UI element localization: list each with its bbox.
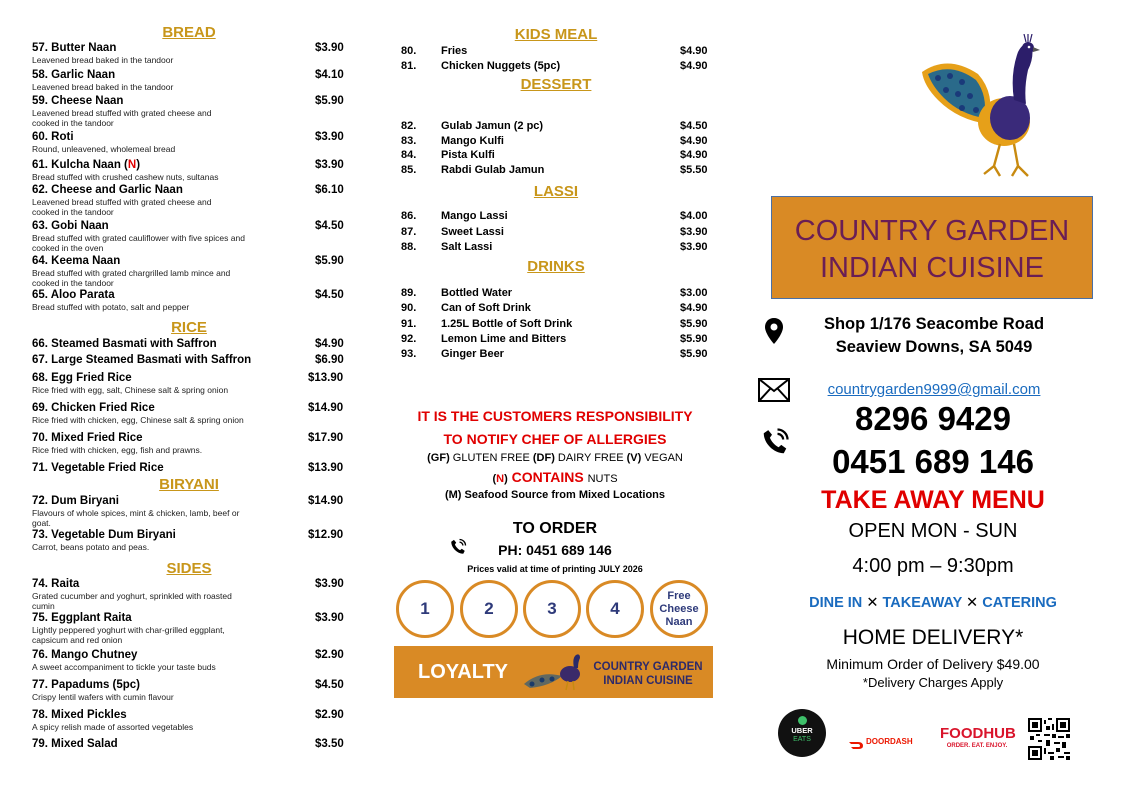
loyalty-banner [394,646,713,698]
menu-item-name: Sweet Lassi [441,225,504,238]
menu-item-description: Round, unleavened, wholemeal bread [32,144,176,154]
dessert-heading: DESSERT [520,76,592,93]
menu-item [32,402,346,414]
menu-item [32,131,346,143]
foodhub-tagline: ORDER. EAT. ENJOY. [946,743,1008,749]
menu-item-price: $3.00 [680,287,708,299]
menu-item-name: 79. Mixed Salad [32,738,118,750]
diet-legend [380,452,730,464]
menu-item-name: 77. Papadums (5pc) [32,679,141,691]
gf-text: GLUTEN FREE [449,452,533,464]
menu-item-description: cooked in the tandoor [32,117,114,128]
menu-item-price: $14.90 [308,402,344,414]
menu-item [32,159,346,171]
menu-item-name: Chicken Nuggets (5pc) [441,60,561,72]
menu-item-name: Lemon Lime and Bitters [441,332,567,345]
nuts-marker: N [127,159,137,171]
df-text: DAIRY FREE [554,452,627,464]
loyalty-peacock-icon [522,650,592,699]
menu-item-description: capsicum and red onion [32,634,123,645]
loyalty-stamp-4: 4 [586,580,644,638]
menu-item-price: $4.90 [680,60,708,72]
menu-item-description: Leavened bread baked in the tandoor [32,82,174,92]
menu-item-num: 82. [401,120,417,132]
menu-item-name: Gulab Jamun (2 pc) [441,120,544,132]
kids-heading: KIDS MEAL [514,26,598,43]
menu-item [32,709,346,721]
menu-item-price: $6.90 [315,354,344,366]
menu-item-price: $13.90 [308,372,344,384]
nuts-paren-open: ( [492,473,497,485]
menu-item [32,372,346,384]
menu-item-description: cumin [32,600,55,611]
menu-item-description: Leavened bread baked in the tandoor [32,55,174,65]
restaurant-name-banner [771,196,1093,299]
doordash-label: DOORDASH [866,737,913,746]
menu-item-price: $3.90 [315,612,344,624]
menu-item-name: 60. Roti [32,131,74,143]
order-phone: PH: 0451 689 146 [498,542,612,558]
menu-item-num: 89. [401,287,417,299]
dine-in-label: DINE IN [809,595,863,611]
menu-item-name: 75. Eggplant Raita [32,612,132,624]
lassi-heading: LASSI [533,183,579,200]
menu-item [32,649,346,661]
loyalty-label: LOYALTY [418,661,509,683]
menu-item-price: $5.90 [680,317,708,330]
loyalty-brand-line2: INDIAN CUISINE [603,675,693,687]
menu-item [32,289,346,301]
menu-item-name: 76. Mango Chutney [32,649,138,661]
menu-item [32,529,346,541]
menu-item-price: $3.90 [680,241,708,253]
menu-item-price: $3.90 [680,225,708,238]
drinks-heading: DRINKS [527,258,585,275]
nuts-text: NUTS [587,473,618,485]
menu-item-price: $4.90 [680,149,708,162]
menu-item-name: 65. Aloo Parata [32,289,115,301]
menu-item-price: $3.50 [315,738,344,750]
service-options [780,595,1086,611]
menu-item-name: 74. Raita [32,578,80,590]
menu-item [32,495,346,507]
cutlery-icon: ✕ [966,595,979,611]
menu-item [32,738,346,750]
free-label: Free [667,589,691,602]
menu-item [32,42,346,54]
menu-item-num: 92. [401,332,417,345]
menu-item-description: goat. [32,517,51,528]
menu-item-name: 61. Kulcha Naan ( [32,159,128,171]
menu-item-price: $2.90 [315,709,344,721]
nuts-legend [380,469,730,485]
doordash-icon [848,740,864,750]
menu-item [32,354,346,366]
rice-heading: RICE [171,319,207,336]
address-line2: Seaview Downs, SA 5049 [835,338,1033,356]
menu-item-num: 85. [401,164,417,177]
menu-item-description: Bread stuffed with potato, salt and pepper [32,302,190,312]
menu-item-name: 73. Vegetable Dum Biryani [32,529,176,541]
naan-label: Naan [665,615,693,628]
uber-eats-dot-icon [798,716,807,725]
menu-item [32,432,346,444]
menu-item-description: Flavours of whole spices, mint & chicken, lamb, beef or [32,508,240,518]
menu-item-price: $2.90 [315,649,344,661]
menu-item-description: Crispy lentil wafers with cumin flavour [32,692,174,702]
nuts-code: N [496,473,505,485]
phone-landline[interactable]: 8296 9429 [855,400,1011,437]
menu-item-name: Fries [441,45,468,57]
doordash-logo [848,737,913,755]
menu-item-price: $4.50 [315,679,344,691]
foodhub-label: FOODHUB [940,725,1016,742]
menu-item-description: cooked in the tandoor [32,277,114,288]
qr-code[interactable] [1028,718,1070,765]
menu-item-num: 80. [401,45,417,57]
menu-item-price: $4.90 [680,302,708,315]
menu-item-name: Bottled Water [441,287,513,299]
menu-item [32,69,346,81]
menu-item-name: 58. Garlic Naan [32,69,116,81]
menu-item-description: Leavened bread stuffed with grated cheese and [32,197,212,207]
menu-item-name: Mango Lassi [441,210,508,222]
menu-item-num: 84. [401,149,417,162]
menu-item-price: $4.90 [680,134,708,147]
prices-valid-note: Prices valid at time of printing JULY 2026 [467,564,643,574]
peacock-illustration [918,34,1058,189]
menu-item-name: 72. Dum Biryani [32,495,119,507]
menu-item-name: 59. Cheese Naan [32,95,124,107]
restaurant-name-line2: INDIAN CUISINE [820,252,1044,284]
menu-item-price: $13.90 [308,462,344,474]
menu-item-name: Mango Kulfi [441,134,504,147]
menu-item-num: 83. [401,134,417,147]
eats-label: EATS [793,736,811,743]
loyalty-stamp-3: 3 [523,580,581,638]
nuts-paren-close: ) [504,473,508,485]
menu-item-num: 91. [401,317,417,330]
menu-item-name: Can of Soft Drink [441,302,531,315]
menu-item [32,95,346,107]
menu-item [32,679,346,691]
delivery-charges-note: *Delivery Charges Apply [862,675,1004,690]
email-link[interactable]: countrygarden9999@gmail.com [827,381,1041,398]
menu-item-num: 81. [401,60,417,72]
menu-item-name: 64. Keema Naan [32,255,121,267]
takeaway-label: TAKEAWAY [882,595,963,611]
menu-item-name: 68. Egg Fried Rice [32,372,132,384]
menu-item [32,338,346,350]
biryani-heading: BIRYANI [159,476,219,493]
menu-item-description: cooked in the tandoor [32,206,114,217]
catering-label: CATERING [982,595,1057,611]
menu-item-price: $5.50 [680,164,708,177]
menu-item-description: Leavened bread stuffed with grated cheese and [32,108,212,118]
foodhub-logo [940,726,1014,750]
phone-mobile[interactable]: 0451 689 146 [832,443,1034,480]
restaurant-name-line1: COUNTRY GARDEN [794,215,1070,247]
menu-item-name: Salt Lassi [441,241,493,253]
menu-item-price: $4.00 [680,210,708,222]
menu-item [32,255,346,267]
menu-item-price: $4.50 [315,220,344,232]
loyalty-brand [590,660,706,688]
menu-item-num: 90. [401,302,417,315]
menu-item-name-end: ) [136,159,141,171]
menu-item-description: Carrot, beans potato and peas. [32,542,150,552]
menu-item [32,184,346,196]
menu-item-price: $4.10 [315,69,344,81]
menu-item-description: A spicy relish made of assorted vegetables [32,722,194,732]
menu-item [32,462,346,474]
menu-item-description: Bread stuffed with crushed cashew nuts, sultanas [32,172,219,182]
menu-item-description: Lightly peppered yoghurt with char-grilled eggplant, [32,625,225,635]
menu-item [32,578,346,590]
to-order-heading: TO ORDER [512,520,598,537]
seafood-note: (M) Seafood Source from Mixed Locations [444,489,666,501]
gf-code: (GF) [427,452,450,464]
menu-item-price: $3.90 [315,131,344,143]
menu-item-name: Ginger Beer [441,348,504,361]
menu-item-num: 88. [401,241,417,253]
menu-item-price: $17.90 [308,432,344,444]
menu-item-price: $4.50 [680,120,708,132]
df-code: (DF) [532,452,555,464]
menu-item-num: 93. [401,348,417,361]
loyalty-stamp-2: 2 [460,580,518,638]
menu-item-name: 78. Mixed Pickles [32,709,127,721]
sides-heading: SIDES [166,560,212,577]
menu-item-description: A sweet accompaniment to tickle your taste buds [32,662,216,672]
menu-item-name: 66. Steamed Basmati with Saffron [32,338,217,350]
menu-item [32,612,346,624]
menu-item-price: $5.90 [315,95,344,107]
menu-item-name: 63. Gobi Naan [32,220,109,232]
menu-item-description: Grated cucumber and yoghurt, sprinkled with roasted [32,591,232,601]
menu-item-description: Bread stuffed with grated cauliflower with five spices and [32,233,245,243]
menu-item [32,220,346,232]
menu-item-price: $3.90 [315,578,344,590]
menu-item-price: $12.90 [308,529,344,541]
menu-item-price: $5.90 [315,255,344,267]
menu-item-price: $14.90 [308,495,344,507]
minimum-order: Minimum Order of Delivery $49.00 [826,656,1040,672]
loyalty-stamp-1: 1 [396,580,454,638]
v-code: (V) [626,452,642,464]
menu-item-description: Rice fried with egg, salt, Chinese salt & spring onion [32,385,229,395]
menu-item-description: cooked in the oven [32,242,104,253]
open-days: OPEN MON - SUN [848,520,1018,542]
menu-item-name: 67. Large Steamed Basmati with Saffron [32,354,252,366]
menu-item-name: 69. Chicken Fried Rice [32,402,155,414]
contains-label: CONTAINS [507,469,588,485]
uber-label: UBER [791,726,813,735]
menu-item-description: Rice fried with chicken, egg, fish and prawns. [32,445,203,455]
menu-item-price: $4.50 [315,289,344,301]
menu-item-price: $5.90 [680,348,708,361]
menu-item-price: $3.90 [315,42,344,54]
menu-item-name: 1.25L Bottle of Soft Drink [441,317,573,330]
menu-item-name: 71. Vegetable Fried Rice [32,462,164,474]
menu-item-num: 86. [401,210,417,222]
menu-item-name: Pista Kulfi [441,149,495,162]
menu-item-price: $4.90 [680,45,708,57]
menu-item-name: 62. Cheese and Garlic Naan [32,184,183,196]
uber-eats-logo [778,709,826,757]
menu-item-name: Rabdi Gulab Jamun [441,164,545,177]
menu-item-name: 57. Butter Naan [32,42,117,54]
opening-hours: 4:00 pm – 9:30pm [852,555,1014,577]
loyalty-brand-line1: COUNTRY GARDEN [593,661,703,673]
allergy-warning-line1: IT IS THE CUSTOMERS RESPONSIBILITY [417,408,693,424]
loyalty-free-naan [650,580,708,638]
cheese-label: Cheese [659,602,699,615]
takeaway-menu-title: TAKE AWAY MENU [821,486,1045,514]
menu-item-num: 87. [401,225,417,238]
allergy-warning-line2: TO NOTIFY CHEF OF ALLERGIES [443,431,667,447]
bread-heading: BREAD [162,24,216,41]
location-pin-icon [764,317,784,350]
menu-item-price: $4.90 [315,338,344,350]
address-line1: Shop 1/176 Seacombe Road [823,315,1045,333]
home-delivery: HOME DELIVERY* [842,626,1024,649]
menu-item-description: Rice fried with chicken, egg, Chinese salt & spring onion [32,415,244,425]
menu-item-price: $5.90 [680,332,708,345]
menu-item-name: 70. Mixed Fried Rice [32,432,143,444]
menu-item-price: $6.10 [315,184,344,196]
menu-item-description: Bread stuffed with grated chargrilled lamb mince and [32,268,231,278]
v-text: VEGAN [641,452,683,464]
cutlery-icon: ✕ [866,595,879,611]
menu-item-price: $3.90 [315,159,344,171]
